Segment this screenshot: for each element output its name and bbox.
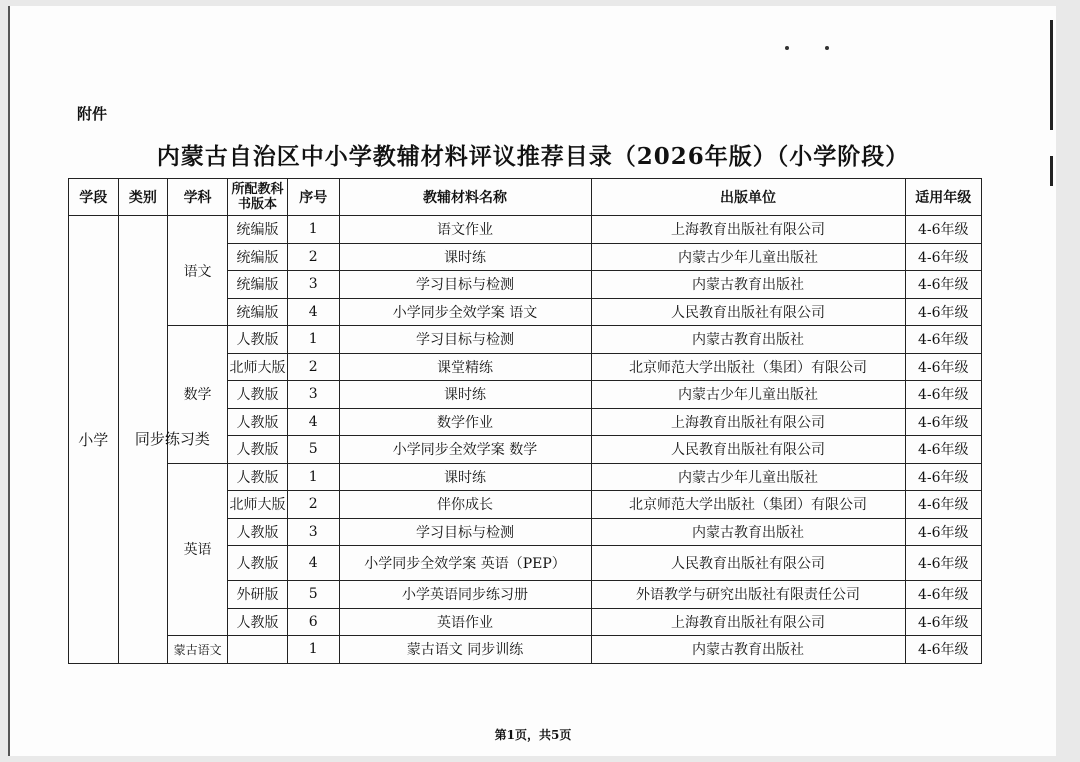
grade-cell: 4-6年级: [905, 608, 982, 636]
publisher-cell: 内蒙古少年儿童出版社: [591, 463, 905, 491]
header-stage: 学段: [69, 179, 119, 216]
grade-cell: 4-6年级: [905, 298, 982, 326]
material-name-cell: 数学作业: [339, 408, 591, 436]
table-row: [69, 326, 982, 354]
header-number: 序号: [287, 179, 339, 216]
publisher-cell: 北京师范大学出版社（集团）有限公司: [591, 353, 905, 381]
grade-cell: 4-6年级: [905, 353, 982, 381]
publisher-cell: 上海教育出版社有限公司: [591, 408, 905, 436]
number-cell: 3: [287, 381, 339, 409]
grade-cell: 4-6年级: [905, 408, 982, 436]
number-cell: 1: [287, 636, 339, 664]
grade-cell: 4-6年级: [905, 436, 982, 464]
number-cell: 1: [287, 326, 339, 354]
grade-cell: 4-6年级: [905, 546, 982, 581]
publisher-cell: 人民教育出版社有限公司: [591, 436, 905, 464]
edition-cell: 外研版: [228, 581, 288, 609]
edition-cell: 人教版: [228, 381, 288, 409]
grade-cell: 4-6年级: [905, 326, 982, 354]
grade-cell: 4-6年级: [905, 216, 982, 244]
grade-cell: 4-6年级: [905, 271, 982, 299]
publisher-cell: 人民教育出版社有限公司: [591, 546, 905, 581]
material-name-cell: 英语作业: [339, 608, 591, 636]
material-name-cell: 小学同步全效学案 英语（PEP）: [339, 546, 591, 581]
publisher-cell: 人民教育出版社有限公司: [591, 298, 905, 326]
publisher-cell: 内蒙古少年儿童出版社: [591, 381, 905, 409]
material-name-cell: 小学同步全效学案 语文: [339, 298, 591, 326]
number-cell: 4: [287, 546, 339, 581]
edition-cell: [228, 636, 288, 664]
edition-cell: 人教版: [228, 518, 288, 546]
publisher-cell: 上海教育出版社有限公司: [591, 608, 905, 636]
grade-cell: 4-6年级: [905, 518, 982, 546]
publisher-cell: 外语教学与研究出版社有限责任公司: [591, 581, 905, 609]
material-name-cell: 小学英语同步练习册: [339, 581, 591, 609]
material-name-cell: 语文作业: [339, 216, 591, 244]
edition-cell: 人教版: [228, 608, 288, 636]
number-cell: 5: [287, 581, 339, 609]
header-publisher: 出版单位: [591, 179, 905, 216]
number-cell: 5: [287, 436, 339, 464]
edition-cell: 人教版: [228, 326, 288, 354]
header-row: [69, 179, 982, 216]
header-edition: 所配教科书版本: [228, 179, 288, 216]
edition-cell: 人教版: [228, 546, 288, 581]
publisher-cell: 内蒙古教育出版社: [591, 518, 905, 546]
publisher-cell: 内蒙古教育出版社: [591, 271, 905, 299]
header-category: 类别: [118, 179, 168, 216]
attachment-label: 附件: [77, 105, 108, 123]
grade-cell: 4-6年级: [905, 491, 982, 519]
publisher-cell: 北京师范大学出版社（集团）有限公司: [591, 491, 905, 519]
stage-cell: 小学: [69, 216, 119, 664]
material-name-cell: 课时练: [339, 243, 591, 271]
category-text: 同步练习类: [134, 430, 210, 449]
number-cell: 3: [287, 271, 339, 299]
grade-cell: 4-6年级: [905, 463, 982, 491]
header-subject: 学科: [168, 179, 228, 216]
material-name-cell: 小学同步全效学案 数学: [339, 436, 591, 464]
scan-speck: [785, 46, 789, 50]
material-name-cell: 学习目标与检测: [339, 326, 591, 354]
number-cell: 1: [287, 463, 339, 491]
material-name-cell: 学习目标与检测: [339, 271, 591, 299]
subject-cell: 语文: [168, 216, 228, 326]
edition-cell: 北师大版: [228, 491, 288, 519]
document-page: [8, 6, 1056, 756]
scan-speck: [825, 46, 829, 50]
grade-cell: 4-6年级: [905, 381, 982, 409]
number-cell: 2: [287, 353, 339, 381]
material-name-cell: 学习目标与检测: [339, 518, 591, 546]
number-cell: 4: [287, 298, 339, 326]
edition-cell: 人教版: [228, 436, 288, 464]
number-cell: 3: [287, 518, 339, 546]
publisher-cell: 内蒙古少年儿童出版社: [591, 243, 905, 271]
document-title: 内蒙古自治区中小学教辅材料评议推荐目录（2026年版）（小学阶段）: [156, 143, 910, 170]
table-row: [69, 463, 982, 491]
edition-cell: 人教版: [228, 408, 288, 436]
subject-cell: 英语: [168, 463, 228, 636]
material-name-cell: 蒙古语文 同步训练: [339, 636, 591, 664]
edition-cell: 北师大版: [228, 353, 288, 381]
grade-cell: 4-6年级: [905, 243, 982, 271]
publisher-cell: 内蒙古教育出版社: [591, 326, 905, 354]
number-cell: 1: [287, 216, 339, 244]
material-name-cell: 课时练: [339, 381, 591, 409]
edition-cell: 人教版: [228, 463, 288, 491]
subject-cell: 蒙古语文: [168, 636, 228, 664]
header-material-name: 教辅材料名称: [339, 179, 591, 216]
scan-edge-mark: [1050, 20, 1053, 130]
publisher-cell: 内蒙古教育出版社: [591, 636, 905, 664]
table-row: [69, 216, 982, 244]
material-name-cell: 课堂精练: [339, 353, 591, 381]
edition-cell: 统编版: [228, 298, 288, 326]
edition-cell: 统编版: [228, 243, 288, 271]
edition-cell: 统编版: [228, 271, 288, 299]
grade-cell: 4-6年级: [905, 581, 982, 609]
publisher-cell: 上海教育出版社有限公司: [591, 216, 905, 244]
table-row: [69, 636, 982, 664]
number-cell: 2: [287, 243, 339, 271]
number-cell: 6: [287, 608, 339, 636]
number-cell: 4: [287, 408, 339, 436]
recommendation-table: [68, 178, 982, 664]
grade-cell: 4-6年级: [905, 636, 982, 664]
subject-cell: 数学: [168, 326, 228, 464]
page-footer: 第1页，共5页: [494, 728, 572, 742]
material-name-cell: 伴你成长: [339, 491, 591, 519]
material-name-cell: 课时练: [339, 463, 591, 491]
header-grade: 适用年级: [905, 179, 982, 216]
edition-cell: 统编版: [228, 216, 288, 244]
number-cell: 2: [287, 491, 339, 519]
